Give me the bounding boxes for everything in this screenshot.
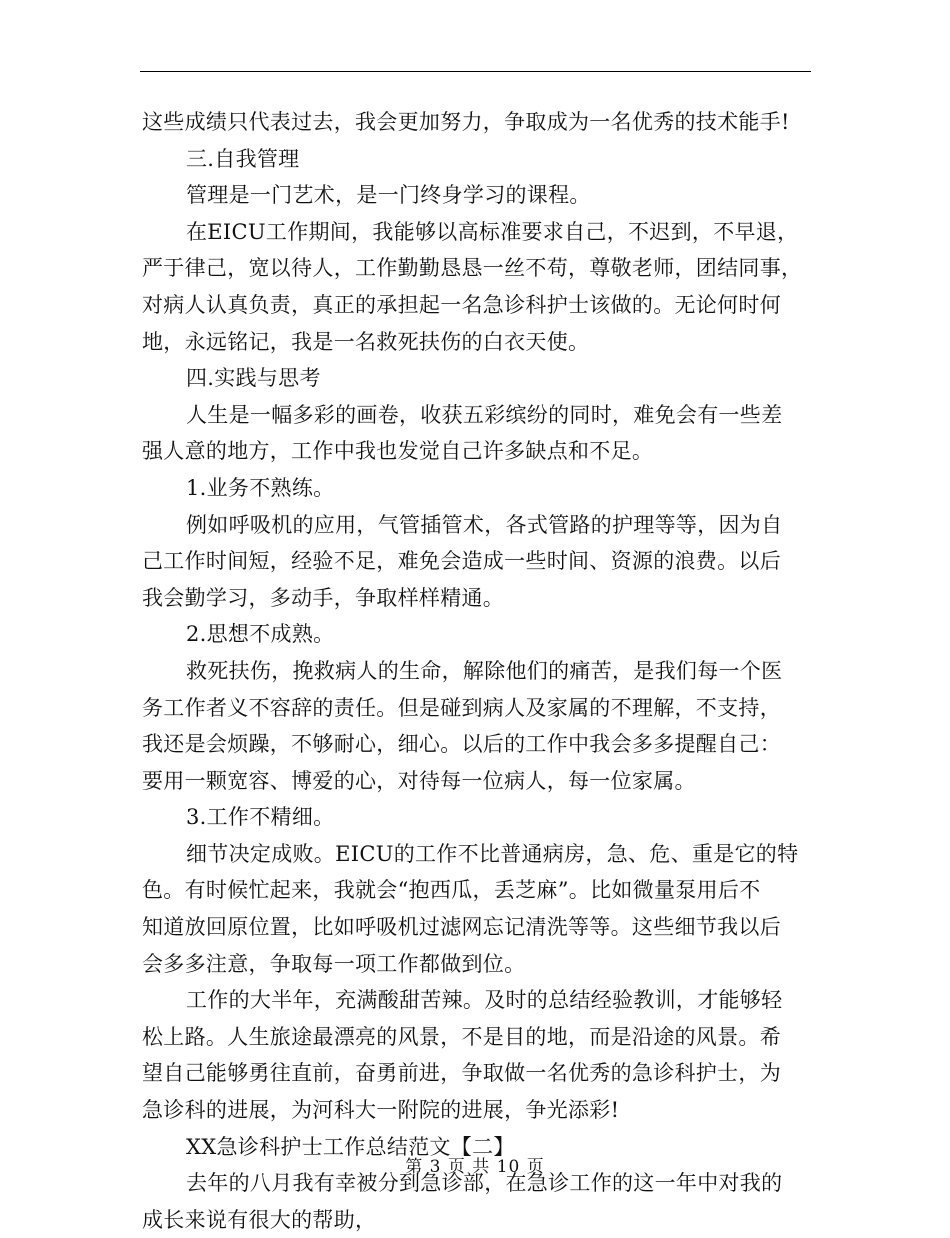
text-line: 望自己能够勇往直前，奋勇前进，争取做一名优秀的急诊科护士，为	[142, 1061, 781, 1086]
text-line: 严于律己，宽以待人，工作勤勤恳恳一丝不苟，尊敬老师，团结同事，	[142, 256, 803, 281]
document-body	[142, 104, 810, 1238]
page-footer: 第 3 页 共 10 页	[405, 1157, 545, 1177]
text-line: 例如呼吸机的应用，气管插管术，各式管路的护理等等，因为自	[186, 512, 783, 537]
text-line: 管理是一门艺术，是一门终身学习的课程。	[186, 183, 591, 208]
text-line: 工作的大半年，充满酸甜苦辣。及时的总结经验教训，才能够轻	[186, 988, 783, 1013]
text-line: 强人意的地方，工作中我也发觉自己许多缺点和不足。	[142, 439, 654, 464]
text-line: 2.思想不成熟。	[186, 622, 335, 647]
text-line: 3.工作不精细。	[186, 805, 335, 830]
text-line: 人生是一幅多彩的画卷，收获五彩缤纷的同时，难免会有一些差	[186, 402, 783, 427]
text-line: 成长来说有很大的帮助，	[142, 1207, 377, 1232]
text-line: 对病人认真负责，真正的承担起一名急诊科护士该做的。无论何时何	[142, 292, 781, 317]
text-line: 救死扶伤，挽救病人的生命，解除他们的痛苦，是我们每一个医	[186, 658, 783, 683]
text-line: 知道放回原位置，比如呼吸机过滤网忘记清洗等等。这些细节我以后	[142, 915, 781, 940]
text-line: 我还是会烦躁，不够耐心，细心。以后的工作中我会多多提醒自己：	[142, 732, 781, 757]
text-line: 务工作者义不容辞的责任。但是碰到病人及家属的不理解，不支持，	[142, 695, 781, 720]
text-line: 这些成绩只代表过去，我会更加努力，争取成为一名优秀的技术能手!	[142, 110, 790, 134]
text-line: 去年的八月我有幸被分到急诊部，在急诊工作的这一年中对我的	[186, 1171, 783, 1196]
text-line: 会多多注意，争取每一项工作都做到位。	[142, 951, 526, 976]
text-line: 1.业务不熟练。	[186, 475, 335, 500]
text-line: 在EICU工作期间，我能够以高标准要求自己，不迟到，不早退，	[186, 219, 799, 244]
text-line: 我会勤学习，多动手，争取样样精通。	[142, 585, 505, 610]
text-line: 急诊科的进展，为河科大一附院的进展，争光添彩!	[142, 1098, 620, 1123]
text-line: 己工作时间短，经验不足，难免会造成一些时间、资源的浪费。以后	[142, 549, 781, 574]
text-line: 松上路。人生旅途最漂亮的风景，不是目的地，而是沿途的风景。希	[142, 1024, 781, 1049]
text-line: 三.自我管理	[186, 146, 300, 171]
text-line: 色。有时候忙起来，我就会“抱西瓜，丢芝麻”。比如微量泵用后不	[142, 878, 761, 903]
text-line: 四.实践与思考	[186, 366, 321, 391]
text-line: XX急诊科护士工作总结范文【二】	[186, 1134, 515, 1159]
text-line: 要用一颗宽容、博爱的心，对待每一位病人，每一位家属。	[142, 768, 696, 793]
text-line: 地，永远铭记，我是一名救死扶伤的白衣天使。	[142, 329, 590, 354]
header-rule	[140, 71, 811, 72]
text-line: 细节决定成败。EICU的工作不比普通病房，急、危、重是它的特	[186, 841, 799, 866]
